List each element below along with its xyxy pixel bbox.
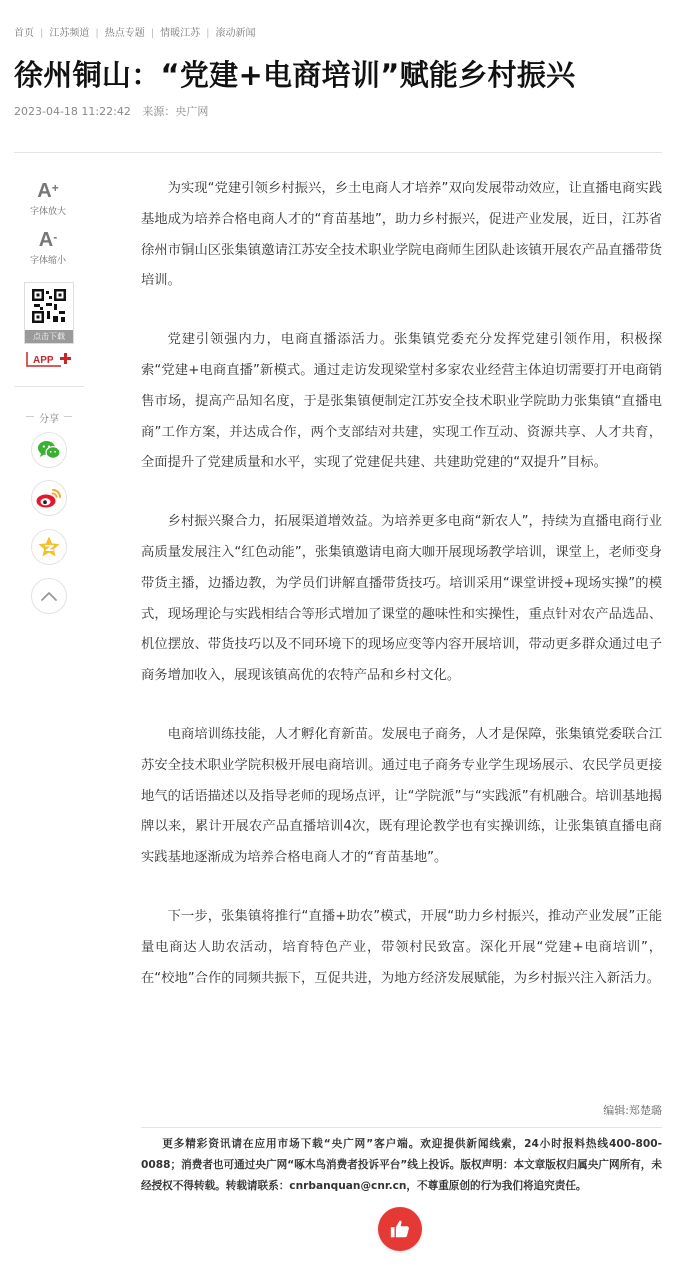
app-icon[interactable] (26, 350, 74, 368)
copyright-notice: 更多精彩资讯请在应用市场下载“央广网”客户端。欢迎提供新闻线索，24小时报料热线400-800-0088；消费者也可通过央广网“啄木鸟消费者投诉平台”线上投诉。版权声明：本文章版权归属央广网所有，未经授权不得转载。转载请联系：cnrbanquan@cnr.cn，不尊重原创的行为我们将追究责任。 (141, 1127, 662, 1196)
article-paragraph: 乡村振兴聚合力，拓展渠道增效益。为培养更多电商“新农人”，持续为直播电商行业高质量发展注入“红色动能”，张集镇邀请电商大咖开展现场教学培训，课堂上，老师变身带货主播，边播边教，为学员们讲解直播带货技巧。培训采用“课堂讲授+现场实操”的模式，现场理论与实践相结合等形式增加了课堂的趣味性和实操性，重点针对农产品选品、机位摆放、带货技巧以及不同环境下的现场应变等内容开展培训，带动更多群众通过电子商务增加收入，展现该镇高优的农特产品和乡村文化。 (141, 514, 662, 684)
breadcrumb-item-jiangsu[interactable]: 江苏频道 (49, 28, 90, 39)
breadcrumb-item-rolling-news[interactable]: 滚动新闻 (215, 28, 256, 39)
qr-code-icon (32, 289, 66, 323)
article-body (141, 174, 662, 1022)
rail-divider (14, 386, 84, 387)
article-paragraph: 电商培训练技能，人才孵化育新苗。发展电子商务，人才是保障，张集镇党委联合江苏安全技术职业学院积极开展电商培训。通过电子商务专业学生现场展示、农民学员更接地气的话语描述以及指导老师的现场点评，让“学院派”与“实践派”有机融合。培训基地揭牌以来，累计开展农产品直播培训4次，既有理论教学也有实操训练，让张集镇直播电商实践基地逐渐成为培养合格电商人才的“育苗基地”。 (141, 726, 662, 866)
like-button[interactable] (378, 1207, 422, 1251)
breadcrumb: 首页 | 江苏频道 | 热点专题 | 情暖江苏 | 滚动新闻 (14, 28, 256, 39)
font-larger-label: 字体放大 (29, 207, 66, 217)
article-meta (14, 103, 208, 119)
page-title: 徐州铜山：“党建+电商培训”赋能乡村振兴 (14, 58, 576, 92)
font-larger-icon: A+ (37, 180, 59, 202)
app-label: APP (33, 355, 54, 366)
weibo-icon (36, 487, 62, 509)
publish-datetime: 2023-04-18 11:22:42 (14, 105, 131, 118)
font-smaller-label: 字体缩小 (29, 256, 66, 266)
article-paragraph: 为实现“党建引领乡村振兴，乡土电商人才培养”双向发展带动效应，让直播电商实践基地成为培养合格电商人才的“育苗基地”，助力乡村振兴，促进产业发展，近日，江苏省徐州市铜山区张集镇邀请江苏安全技术职业学院电商师生团队赴该镇开展农产品直播带货培训。 (141, 181, 662, 289)
breadcrumb-item-home[interactable]: 首页 (14, 28, 34, 39)
share-label: 分享 (26, 410, 72, 425)
font-smaller-icon: A- (38, 229, 58, 251)
article-paragraph: 党建引领强内力，电商直播添活力。张集镇党委充分发挥党建引领作用，积极探索“党建+电商直播”新模式。通过走访发现梁堂村多家农业经营主体迫切需要打开电商销售市场，提高产品知名度，于是张集镇便制定江苏安全技术职业学院助力张集镇“直播电商”工作方案，并达成合作，两个支部结对共建，实现工作互动、资源共享、人才共育，全面提升了党建质量和水平，实现了党建促共建、共建助党建的“双提升”目标。 (141, 332, 662, 471)
wechat-icon (37, 440, 61, 460)
back-to-top-icon (40, 590, 58, 602)
editor-credit: 编辑:郑楚璐 (603, 1104, 662, 1117)
qr-download-box[interactable] (24, 282, 74, 344)
share-wechat-button[interactable] (31, 432, 67, 468)
back-to-top-button[interactable] (31, 578, 67, 614)
article-paragraph: 下一步，张集镇将推行“直播+助农”模式，开展“助力乡村振兴，推动产业发展”正能量电商达人助农活动，培育特色产业，带领村民致富。深化开展“党建+电商培训”，在“校地”合作的同频共振下，互促共进，为地方经济发展赋能，为乡村振兴注入新活力。 (141, 908, 662, 986)
qr-download-label: 点击下载 (25, 330, 73, 343)
font-smaller-button[interactable] (18, 229, 78, 266)
font-larger-button[interactable] (18, 180, 78, 217)
share-weibo-button[interactable] (31, 480, 67, 516)
article-source: 来源：央广网 (142, 105, 209, 118)
thumbs-up-icon (389, 1218, 411, 1240)
header-divider (14, 152, 662, 153)
share-qzone-button[interactable] (31, 529, 67, 565)
breadcrumb-item-topics[interactable]: 热点专题 (104, 28, 145, 39)
breadcrumb-item-qingnuan[interactable]: 情暖江苏 (160, 28, 201, 39)
qzone-icon (37, 535, 61, 559)
